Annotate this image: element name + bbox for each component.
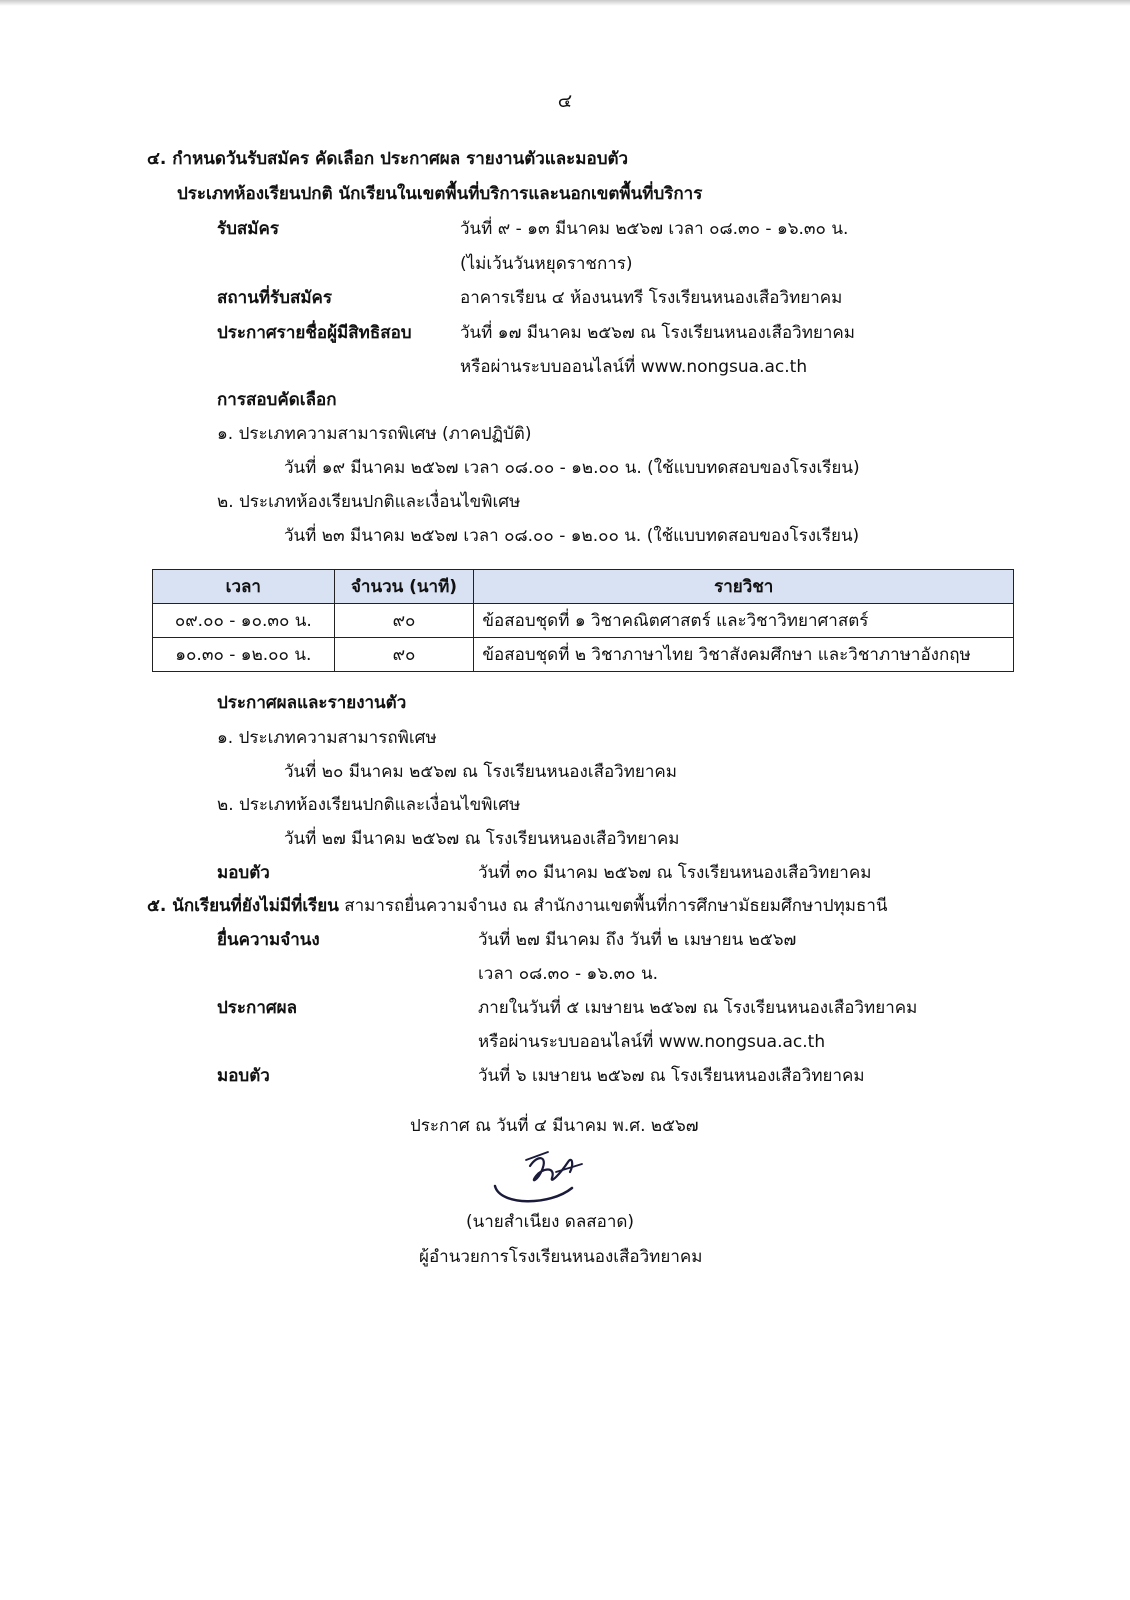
cell-duration: ๙๐: [334, 604, 474, 638]
eligible-value: วันที่ ๑๗ มีนาคม ๒๕๖๗ ณ โรงเรียนหนองเสือวิทยาคม: [460, 323, 855, 343]
exam2-date: วันที่ ๒๓ มีนาคม ๒๕๖๗ เวลา ๐๘.๐๐ - ๑๒.๐๐ น. (ใช้แบบทดสอบของโรงเรียน): [284, 526, 860, 546]
table-header-row: [153, 570, 1014, 604]
cell-time: ๑๐.๓๐ - ๑๒.๐๐ น.: [153, 638, 335, 672]
result2-type: ๒. ประเภทห้องเรียนปกติและเงื่อนไขพิเศษ: [217, 795, 521, 815]
section5-title-rest: สามารถยื่นความจำนง ณ สำนักงานเขตพื้นที่การศึกษามัธยมศึกษาปทุมธานี: [338, 896, 888, 916]
signer-name: (นายสำเนียง ดลสอาด): [466, 1212, 635, 1232]
result1-type: ๑. ประเภทความสามารถพิเศษ: [217, 728, 437, 748]
announce-value: ภายในวันที่ ๕ เมษายน ๒๕๖๗ ณ โรงเรียนหนองเสือวิทยาคม: [478, 998, 918, 1018]
cell-subject: ข้อสอบชุดที่ ๑ วิชาคณิตศาสตร์ และวิชาวิทยาศาสตร์: [474, 604, 1014, 638]
intent-value: วันที่ ๒๗ มีนาคม ถึง วันที่ ๒ เมษายน ๒๕๖๗: [478, 930, 797, 950]
section5-title: [147, 893, 888, 919]
section5-title-bold: ๕. นักเรียนที่ยังไม่มีที่เรียน: [147, 896, 339, 916]
announce-date: ประกาศ ณ วันที่ ๔ มีนาคม พ.ศ. ๒๕๖๗: [410, 1116, 699, 1136]
exam1-date: วันที่ ๑๙ มีนาคม ๒๕๖๗ เวลา ๐๘.๐๐ - ๑๒.๐๐ น. (ใช้แบบทดสอบของโรงเรียน): [284, 458, 860, 478]
apply-note: (ไม่เว้นวันหยุดราชการ): [460, 254, 633, 274]
page-number: ๔: [557, 90, 573, 112]
signer-title: ผู้อำนวยการโรงเรียนหนองเสือวิทยาคม: [419, 1247, 703, 1267]
announce-online: หรือผ่านระบบออนไลน์ที่ www.nongsua.ac.th: [478, 1032, 826, 1052]
table-row: [153, 604, 1014, 638]
cell-subject: ข้อสอบชุดที่ ๒ วิชาภาษาไทย วิชาสังคมศึกษา และวิชาภาษาอังกฤษ: [474, 638, 1014, 672]
result-heading: ประกาศผลและรายงานตัว: [217, 693, 407, 713]
result2-date: วันที่ ๒๗ มีนาคม ๒๕๖๗ ณ โรงเรียนหนองเสือวิทยาคม: [284, 829, 680, 849]
exam2-type: ๒. ประเภทห้องเรียนปกติและเงื่อนไขพิเศษ: [217, 492, 521, 512]
report-value: วันที่ ๓๐ มีนาคม ๒๕๖๗ ณ โรงเรียนหนองเสือวิทยาคม: [478, 863, 872, 883]
intent-label: ยื่นความจำนง: [217, 930, 320, 950]
place-label: สถานที่รับสมัคร: [217, 288, 333, 308]
header-duration: จำนวน (นาที): [334, 570, 474, 604]
exam-heading: การสอบคัดเลือก: [217, 390, 337, 410]
cell-time: ๐๙.๐๐ - ๑๐.๓๐ น.: [153, 604, 335, 638]
intent-time: เวลา ๐๘.๓๐ - ๑๖.๓๐ น.: [478, 964, 658, 984]
eligible-label: ประกาศรายชื่อผู้มีสิทธิสอบ: [217, 323, 412, 343]
result1-date: วันที่ ๒๐ มีนาคม ๒๕๖๗ ณ โรงเรียนหนองเสือวิทยาคม: [284, 762, 678, 782]
section4-subtitle: ประเภทห้องเรียนปกติ นักเรียนในเขตพื้นที่บริการและนอกเขตพื้นที่บริการ: [177, 184, 703, 204]
cell-duration: ๙๐: [334, 638, 474, 672]
table-row: [153, 638, 1014, 672]
announce-label: ประกาศผล: [217, 998, 298, 1018]
section4-title: ๔. กำหนดวันรับสมัคร คัดเลือก ประกาศผล รายงานตัวและมอบตัว: [147, 149, 629, 169]
apply-label: รับสมัคร: [217, 219, 280, 239]
exam-schedule-table: [152, 569, 1014, 672]
signature-image: [490, 1148, 600, 1208]
report5-label: มอบตัว: [217, 1066, 270, 1086]
place-value: อาคารเรียน ๔ ห้องนนทรี โรงเรียนหนองเสือวิทยาคม: [460, 288, 843, 308]
report5-value: วันที่ ๖ เมษายน ๒๕๖๗ ณ โรงเรียนหนองเสือวิทยาคม: [478, 1066, 865, 1086]
header-subject: รายวิชา: [474, 570, 1014, 604]
header-time: เวลา: [153, 570, 335, 604]
eligible-online: หรือผ่านระบบออนไลน์ที่ www.nongsua.ac.th: [460, 357, 808, 377]
apply-value: วันที่ ๙ - ๑๓ มีนาคม ๒๕๖๗ เวลา ๐๘.๓๐ - ๑๖.๓๐ น.: [460, 219, 849, 239]
report-label: มอบตัว: [217, 863, 270, 883]
page-top-edge: [0, 0, 1130, 6]
exam1-type: ๑. ประเภทความสามารถพิเศษ (ภาคปฏิบัติ): [217, 424, 532, 444]
